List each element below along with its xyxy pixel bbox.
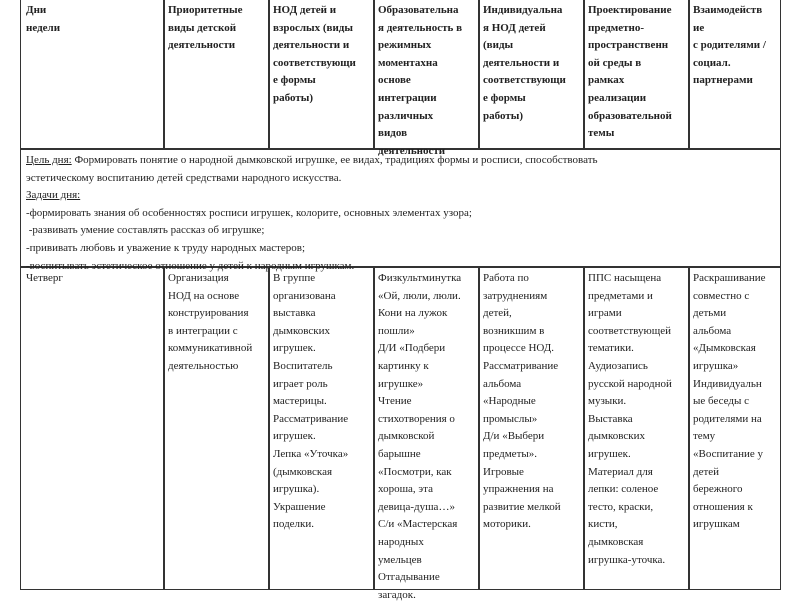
task-item: -развивать умение составлять рассказ об игрушке;: [26, 224, 265, 237]
col-divider: [373, 266, 375, 590]
cell-parents-interaction: Раскрашивание совместно с детьми альбома «Дымковская игрушка» Индивидуальн ые беседы с родителями на тему «Воспитание у детей бережного отношения к игрушкам: [693, 272, 766, 531]
header-parents-interaction: Взаимодейств ие с родителями / социал. партнерами: [693, 4, 766, 87]
goal-text-cont: эстетическому воспитанию детей средствами народного искусства.: [26, 171, 342, 184]
header-individual-nod: Индивидуальна я НОД детей (виды деятельности и соответствующи е формы работы): [483, 4, 566, 122]
col-divider: [583, 266, 585, 590]
tasks-label: Задачи дня:: [26, 189, 81, 202]
task-item: -прививать любовь и уважение к труду народных мастеров;: [26, 241, 306, 254]
col-divider: [478, 266, 480, 590]
col-divider: [373, 0, 375, 148]
cell-individual-nod: Работа по затруднениям детей, возникшим в процессе НОД. Рассматривание альбома «Народные промыслы» Д/и «Выбери предметы». Игровые упражнения на развитие мелкой моторики.: [483, 272, 561, 531]
col-divider: [583, 0, 585, 148]
goal-label: Цель дня:: [26, 154, 72, 166]
cell-routine-education: Физкультминутка «Ой, люли, люли. Кони на лужок пошли» Д/И «Подбери картинку к игрушке» Чтение стихотворения о дымковской барышне «Посмотри, как хороша, эта девица-душа…» С/и «Мастерская народных умельцев Отгадывание загадок.: [378, 272, 462, 601]
col-divider: [163, 266, 165, 590]
cell-nod-joint: В группе организована выставка дымковских игрушек. Воспитатель играет роль мастерицы. Рассматривание игрушек. Лепка «Уточка» (дымковская игрушка). Украшение поделки.: [273, 272, 349, 531]
cell-day: Четверг: [26, 272, 63, 284]
col-divider: [478, 0, 480, 148]
col-divider: [688, 266, 690, 590]
cell-priority-activities: Организация НОД на основе конструирования в интеграции с коммуникативной деятельностью: [168, 272, 253, 372]
header-nod-joint: НОД детей и взрослых (виды деятельности и соответствующи е формы работы): [273, 4, 356, 104]
header-environment-design: Проектирование предметно- пространственн ой среды в рамках реализации образовательной темы: [588, 4, 672, 140]
col-divider: [268, 0, 270, 148]
day-goal-block: [26, 152, 776, 275]
col-divider: [688, 0, 690, 148]
col-divider: [163, 0, 165, 148]
header-routine-education: Образовательна я деятельность в режимных моментахна основе интеграции различных видов деятельности: [378, 4, 463, 157]
task-item: -воспитывать эстетическое отношение у детей к народным игрушкам.: [26, 259, 355, 272]
goal-text: Формировать понятие о народной дымковской игрушке, ее видах, традициях формы и росписи, способствовать: [71, 154, 598, 166]
header-days: Дни недели: [26, 4, 61, 34]
col-divider: [268, 266, 270, 590]
cell-environment-design: ППС насыщена предметами и играми соответствующей тематики. Аудиозапись русской народной музыки. Выставка дымковских игрушек. Материал для лепки: соленое тесто, краски, кисти, дымковская игрушка-уточка.: [588, 272, 672, 566]
header-priority-activities: Приоритетные виды детской деятельности: [168, 4, 243, 52]
task-item: -формировать знания об особенностях росписи игрушек, колорите, основных элементах узора;: [26, 206, 472, 219]
